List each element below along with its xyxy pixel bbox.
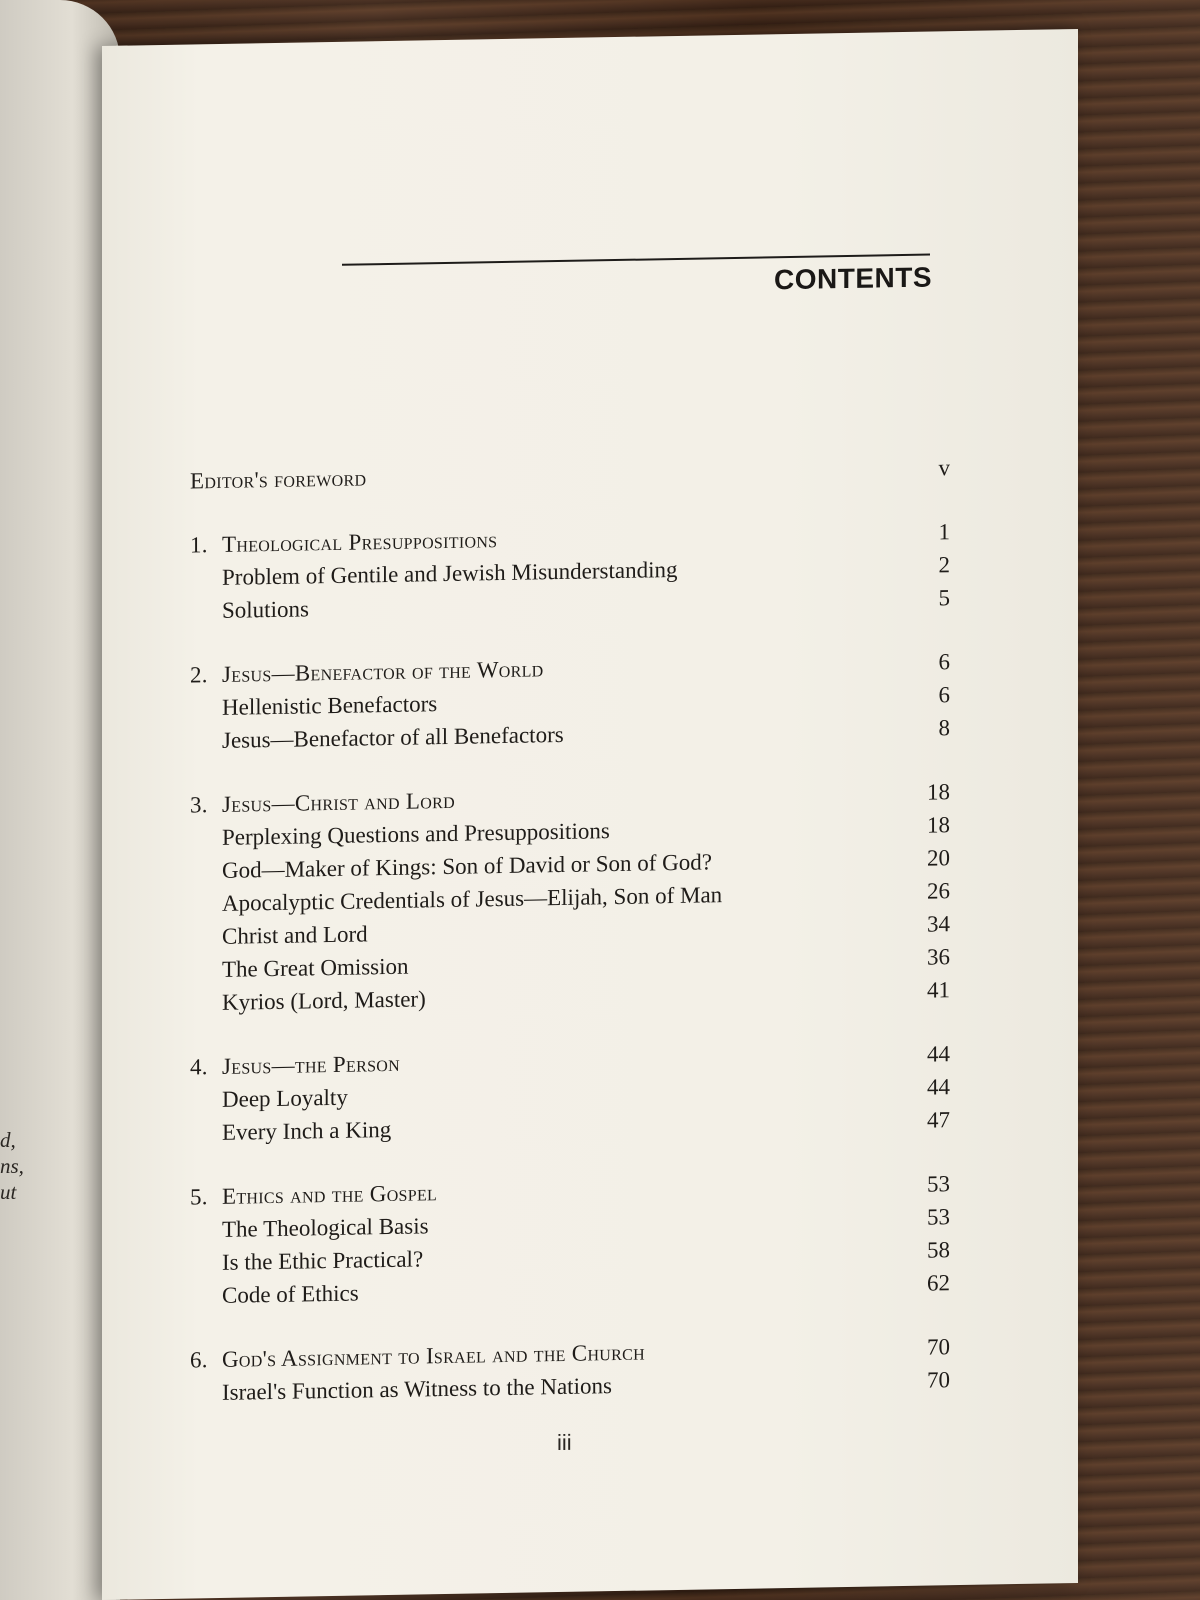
- section-page: 58: [927, 1237, 950, 1263]
- chapter-title-text: God's Assignment to Israel and the Church: [222, 1339, 645, 1372]
- section-title: Christ and Lord: [222, 921, 368, 949]
- section-title: God—Maker of Kings: Son of David or Son of God?: [222, 849, 712, 883]
- chapter-title-text: Jesus—the Person: [222, 1050, 400, 1079]
- section-title: Solutions: [222, 596, 309, 623]
- section-title: Every Inch a King: [222, 1116, 392, 1145]
- chapter-number: 6.: [190, 1347, 208, 1373]
- chapter-page: 18: [927, 779, 950, 805]
- chapter-title-text: Jesus—Benefactor of the World: [222, 656, 544, 687]
- foreword-label: Editor's foreword: [190, 465, 367, 494]
- section-page: 6: [938, 682, 950, 708]
- section-page: 36: [927, 944, 950, 970]
- section-title: The Theological Basis: [222, 1213, 429, 1242]
- section-page: 2: [938, 552, 950, 578]
- chapter-page: 70: [927, 1334, 950, 1360]
- section-title: Perplexing Questions and Presuppositions: [222, 818, 610, 850]
- chapter-number: 1.: [190, 532, 208, 558]
- chapter-number: 4.: [190, 1054, 208, 1080]
- section-page: 5: [938, 585, 950, 611]
- section-page: 53: [927, 1204, 950, 1230]
- section-page: 34: [927, 911, 950, 937]
- chapter-title-text: Jesus—Christ and Lord: [222, 787, 455, 817]
- chapter-number: 5.: [190, 1184, 208, 1210]
- section-title: Hellenistic Benefactors: [222, 691, 438, 720]
- table-of-contents: [190, 451, 950, 1409]
- left-page-fragment: d,: [0, 1128, 16, 1152]
- section-page: 26: [927, 878, 950, 904]
- chapter-page: 6: [938, 649, 950, 675]
- section-title: Deep Loyalty: [222, 1084, 348, 1112]
- section-page: 18: [927, 812, 950, 838]
- chapter-list: [190, 515, 950, 1409]
- chapter-title-text: Theological Presuppositions: [222, 527, 498, 557]
- section-title: Problem of Gentile and Jewish Misunderstanding: [222, 556, 678, 590]
- section-page: 8: [938, 715, 950, 741]
- section-title: Israel's Function as Witness to the Nations: [222, 1373, 612, 1405]
- section-page: 20: [927, 845, 950, 871]
- chapter-number: 2.: [190, 662, 208, 688]
- chapter-page: 1: [938, 519, 950, 545]
- section-title: Code of Ethics: [222, 1280, 359, 1308]
- section-page: 47: [927, 1107, 950, 1133]
- page-title: CONTENTS: [774, 261, 932, 296]
- section-page: 70: [927, 1367, 950, 1393]
- section-title: Apocalyptic Credentials of Jesus—Elijah, Son of Man: [222, 882, 723, 916]
- chapter-page: 44: [927, 1041, 950, 1067]
- section-title: The Great Omission: [222, 953, 409, 982]
- chapter-number: 3.: [190, 792, 208, 818]
- section-page: 41: [927, 977, 950, 1003]
- section-title: Kyrios (Lord, Master): [222, 986, 426, 1015]
- page-number: iii: [557, 1429, 572, 1456]
- section-page: 44: [927, 1074, 950, 1100]
- left-page-fragment: ns,: [0, 1154, 24, 1178]
- section-title: Is the Ethic Practical?: [222, 1246, 424, 1275]
- book-page: [102, 29, 1078, 1600]
- chapter-title-text: Ethics and the Gospel: [222, 1180, 438, 1209]
- section-title: Jesus—Benefactor of all Benefactors: [222, 721, 564, 753]
- section-page: 62: [927, 1270, 950, 1296]
- foreword-page: v: [938, 455, 950, 481]
- left-page-fragment: ut: [0, 1180, 17, 1204]
- chapter-page: 53: [927, 1171, 950, 1197]
